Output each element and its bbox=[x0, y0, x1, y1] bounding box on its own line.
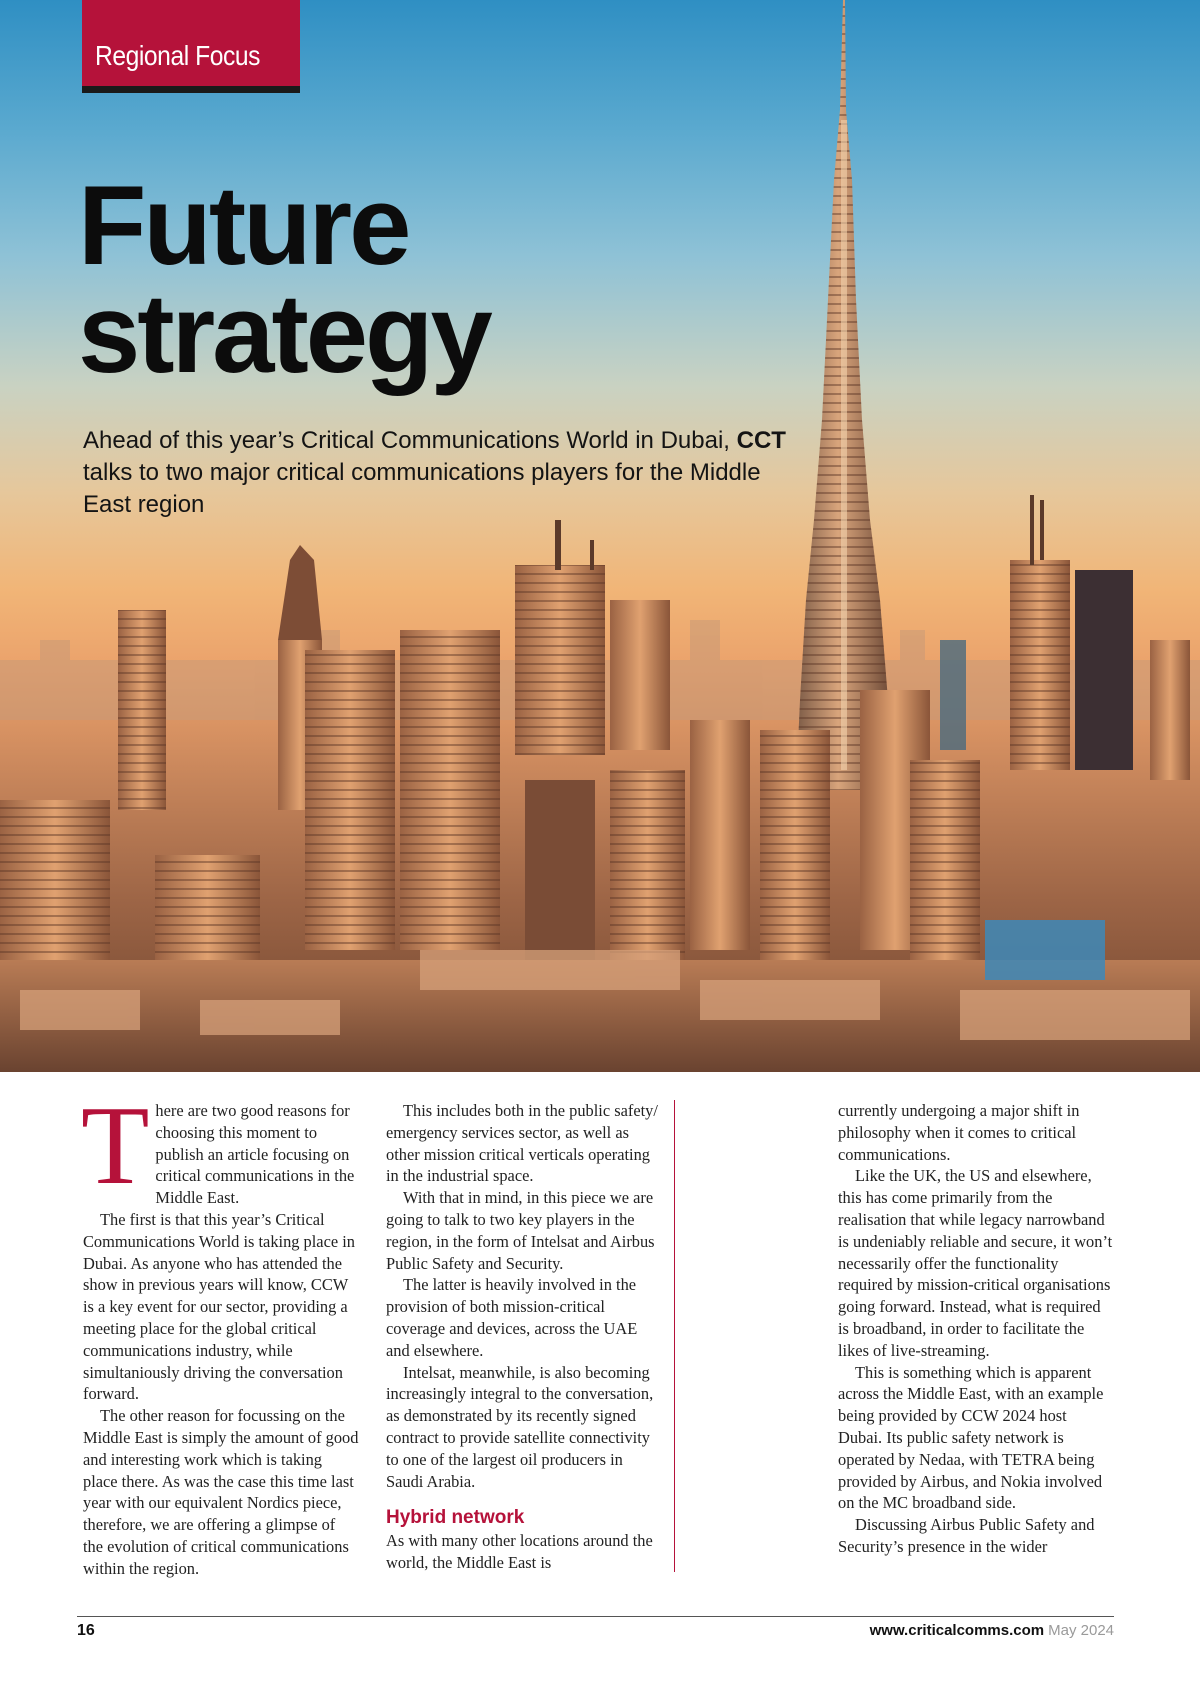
headline-line2: strategy bbox=[78, 271, 490, 396]
website-link[interactable]: www.criticalcomms.com bbox=[869, 1622, 1045, 1639]
tower-silhouette bbox=[796, 0, 890, 790]
footer-rule bbox=[77, 1616, 1114, 1617]
paragraph: Like the UK, the US and elsewhere, this has come primarily from the realisation that while legacy narrowband is undeniably reliable and secure, it won’t necessarily offer the functionality required by mission-critical organisations going forward. Instead, what is required is broadband, in order to facilitate the likes of live-streaming. bbox=[838, 1166, 1113, 1360]
section-tab-underline bbox=[82, 86, 300, 93]
paragraph: The first is that this year’s Critical Communications World is taking place in Dubai. As anyone who has attended the show in previous years will know, CCW is a key event for our sector, providing a meeting place for the global critical communications industry, while simultaniously driving the conversation forward. bbox=[83, 1209, 355, 1404]
section-label: Regional Focus bbox=[95, 40, 261, 71]
headline-line1: Future bbox=[78, 163, 409, 288]
article-column-3 bbox=[838, 1100, 1114, 1558]
headline bbox=[78, 163, 490, 396]
paragraph: This includes both in the public safety/ emergency services sector, as well as other mission critical verticals operating in the industrial space. bbox=[386, 1101, 658, 1186]
subheading: Hybrid network bbox=[386, 1507, 525, 1529]
paragraph: here are two good reasons for choosing this moment to publish an article focusing on critical communications in the Middle East. bbox=[155, 1101, 355, 1208]
paragraph: currently undergoing a major shift in philosophy when it comes to critical communications. bbox=[838, 1101, 1080, 1164]
standfirst bbox=[83, 425, 813, 521]
footer-meta bbox=[870, 1622, 1114, 1639]
page-number: 16 bbox=[77, 1622, 95, 1639]
drop-cap: T bbox=[81, 1084, 150, 1208]
paragraph: Intelsat, meanwhile, is also becoming increasingly integral to the conversation, as demonstrated by its recently signed contract to provide satellite connectivity to one of the largest oil producers in Saudi Arabia. bbox=[386, 1362, 654, 1491]
issue-date: May 2024 bbox=[1048, 1622, 1114, 1639]
paragraph: This is something which is apparent across the Middle East, with an example being provided by CCW 2024 host Dubai. Its public safety network is operated by Nedaa, with TETRA being provided by Airbus, and Nokia involved on the MC broadband side. bbox=[838, 1362, 1104, 1513]
paragraph: With that in mind, in this piece we are going to talk to two key players in the region, in the form of Intelsat and Airbus Public Safety and Security. bbox=[386, 1188, 655, 1273]
paragraph: Discussing Airbus Public Safety and Security’s presence in the wider bbox=[838, 1515, 1095, 1556]
paragraph: As with many other locations around the world, the Middle East is bbox=[386, 1531, 653, 1573]
standfirst-brand: CCT bbox=[736, 427, 786, 454]
column-divider bbox=[674, 1100, 675, 1572]
paragraph: The latter is heavily involved in the provision of both mission-critical coverage and devices, across the UAE and elsewhere. bbox=[386, 1275, 638, 1360]
standfirst-text-after: talks to two major critical communications players for the Middle East region bbox=[83, 459, 761, 518]
article-column-2 bbox=[386, 1100, 662, 1574]
standfirst-text-before: Ahead of this year’s Critical Communications World in Dubai, bbox=[83, 427, 737, 454]
paragraph: The other reason for focussing on the Middle East is simply the amount of good and interesting work which is taking place there. As was the case this time last year with our equivalent Nordics piece, therefore, we are offering a glimpse of the evolution of critical communications within the region. bbox=[83, 1406, 359, 1578]
article-column-1 bbox=[81, 1084, 359, 1580]
